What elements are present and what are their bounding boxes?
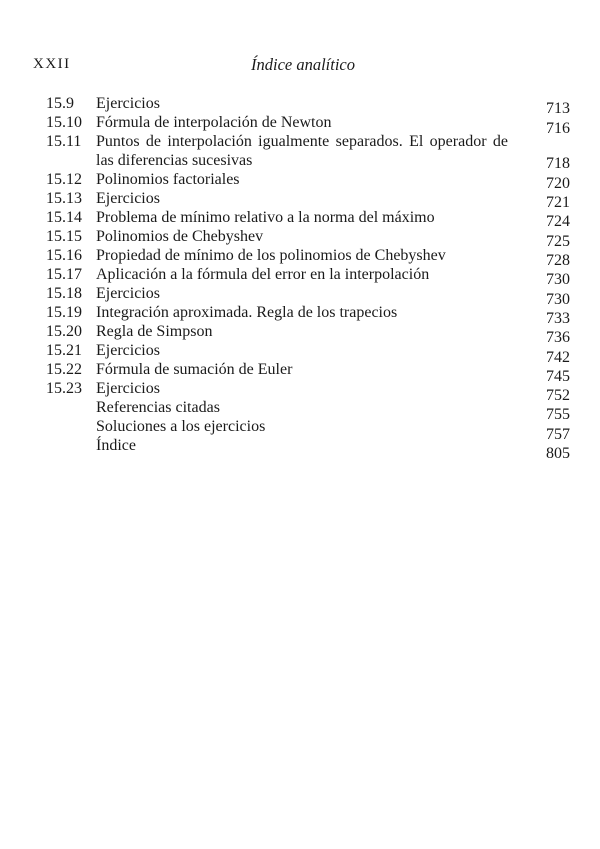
page-ref: 805 xyxy=(546,445,570,462)
section-number: 15.21 xyxy=(46,342,82,359)
section-number: 15.17 xyxy=(46,266,82,283)
section-title: Fórmula de interpolación de Newton xyxy=(96,114,332,131)
page-ref: 724 xyxy=(546,213,570,230)
page-ref: 733 xyxy=(546,310,570,327)
section-number: 15.16 xyxy=(46,247,82,264)
section-title: Polinomios factoriales xyxy=(96,171,240,188)
section-title: Regla de Simpson xyxy=(96,323,213,340)
section-title: Aplicación a la fórmula del error en la interpolación xyxy=(96,266,430,283)
page-number: XXII xyxy=(33,56,71,72)
section-number: 15.10 xyxy=(46,114,82,131)
section-title: Propiedad de mínimo de los polinomios de Chebyshev xyxy=(96,247,446,264)
page-ref: 716 xyxy=(546,120,570,137)
page-ref: 720 xyxy=(546,175,570,192)
section-number: 15.14 xyxy=(46,209,82,226)
section-number: 15.19 xyxy=(46,304,82,321)
section-number: 15.15 xyxy=(46,228,82,245)
section-number: 15.13 xyxy=(46,190,82,207)
page-ref: 742 xyxy=(546,349,570,366)
section-title: Ejercicios xyxy=(96,190,160,207)
section-title: Ejercicios xyxy=(96,95,160,112)
section-title: Ejercicios xyxy=(96,342,160,359)
section-title: Puntos de interpolación igualmente separados. El operador de las diferencias sucesivas xyxy=(96,133,508,169)
toc-entry xyxy=(0,436,600,480)
section-number: 15.18 xyxy=(46,285,82,302)
page-ref: 736 xyxy=(546,329,570,346)
running-title: Índice analítico xyxy=(250,55,355,74)
page-ref: 728 xyxy=(546,252,570,269)
section-title: Índice xyxy=(96,437,136,454)
page-ref: 755 xyxy=(546,406,570,423)
page-ref: 730 xyxy=(546,291,570,308)
page-ref: 757 xyxy=(546,426,570,443)
section-number: 15.11 xyxy=(46,133,82,150)
section-title: Ejercicios xyxy=(96,285,160,302)
section-title: Referencias citadas xyxy=(96,399,220,416)
section-number: 15.12 xyxy=(46,171,82,188)
page-ref: 752 xyxy=(546,387,570,404)
section-number: 15.22 xyxy=(46,361,82,378)
page-ref: 730 xyxy=(546,271,570,288)
section-title: Fórmula de sumación de Euler xyxy=(96,361,293,378)
section-number: 15.20 xyxy=(46,323,82,340)
section-title: Integración aproximada. Regla de los trapecios xyxy=(96,304,398,321)
page-ref: 721 xyxy=(546,194,570,211)
page-ref: 745 xyxy=(546,368,570,385)
section-number: 15.23 xyxy=(46,380,82,397)
section-title: Soluciones a los ejercicios xyxy=(96,418,266,435)
page-ref: 725 xyxy=(546,233,570,250)
section-title: Ejercicios xyxy=(96,380,160,397)
section-title: Problema de mínimo relativo a la norma del máximo xyxy=(96,209,435,226)
section-title: Polinomios de Chebyshev xyxy=(96,228,264,245)
page-ref: 718 xyxy=(546,155,570,172)
section-number: 15.9 xyxy=(46,95,74,112)
page-ref: 713 xyxy=(546,100,570,117)
